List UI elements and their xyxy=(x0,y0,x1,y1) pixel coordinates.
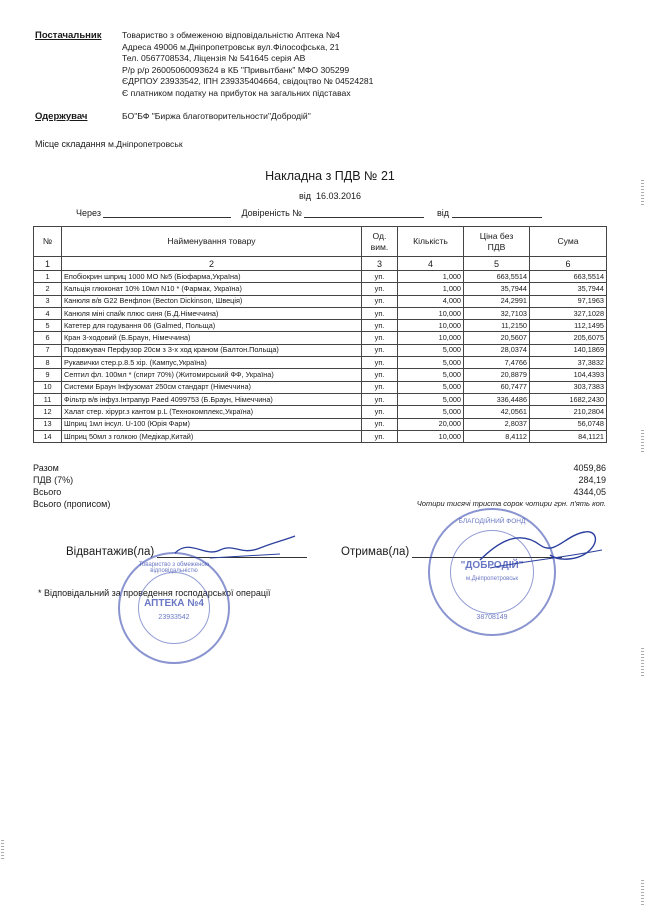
table-row xyxy=(34,381,607,393)
table-row xyxy=(34,271,607,283)
proxy-blank xyxy=(304,207,424,218)
item-price: 20,5607 xyxy=(464,332,530,344)
item-sum: 205,6075 xyxy=(530,332,607,344)
item-price: 24,2991 xyxy=(464,295,530,307)
subtotal-value: 4059,86 xyxy=(573,463,606,473)
supplier-line: Адреса 49006 м.Дніпропетровськ вул.Філософська, 21 xyxy=(122,41,340,52)
items-table xyxy=(33,226,607,443)
supplier-label: Постачальник xyxy=(35,30,102,41)
supplier-line: Товариство з обмеженою відповідальністю Аптека №4 xyxy=(122,30,340,40)
item-quantity: 5,000 xyxy=(398,369,464,381)
subtotal-label: Разом xyxy=(33,463,59,473)
item-sum: 327,1028 xyxy=(530,307,607,319)
supplier-line: Р/р р/р 26005060093624 в КБ "Привытбанк" МФО 305299 xyxy=(122,64,350,75)
item-unit: уп. xyxy=(362,332,398,344)
table-row xyxy=(34,283,607,295)
place-block xyxy=(35,139,183,149)
scan-mark xyxy=(641,430,644,452)
col-header-quantity: Кількість xyxy=(398,227,464,257)
row-number: 13 xyxy=(34,418,62,430)
recipient-stamp xyxy=(428,508,556,636)
total-row xyxy=(33,487,606,499)
scan-mark xyxy=(641,180,644,206)
supplier-line: Тел. 0567708534, Ліцензія № 541645 серія АВ xyxy=(122,53,306,64)
item-unit: уп. xyxy=(362,406,398,418)
item-quantity: 5,000 xyxy=(398,406,464,418)
row-number: 12 xyxy=(34,406,62,418)
row-number: 11 xyxy=(34,393,62,405)
item-unit: уп. xyxy=(362,344,398,356)
item-price: 42,0561 xyxy=(464,406,530,418)
row-number: 5 xyxy=(34,320,62,332)
row-number: 3 xyxy=(34,295,62,307)
stamp-org-text: БЛАГОДІЙНИЙ ФОНД xyxy=(458,518,526,525)
column-number-row xyxy=(34,257,607,271)
item-name: Фільтр в/в інфуз.Інтрапур Paed 4099753 (Б.Браун, Німеччина) xyxy=(62,393,362,405)
row-number: 4 xyxy=(34,307,62,319)
item-price: 32,7103 xyxy=(464,307,530,319)
place-label: Місце складання xyxy=(35,139,106,149)
item-quantity: 4,000 xyxy=(398,295,464,307)
item-price: 7,4766 xyxy=(464,357,530,369)
table-row xyxy=(34,344,607,356)
row-number: 1 xyxy=(34,271,62,283)
item-sum: 56,0748 xyxy=(530,418,607,430)
recipient-value: БО"БФ "Биржа благотворительности"Добродій" xyxy=(122,111,311,121)
row-number: 8 xyxy=(34,357,62,369)
item-sum: 35,7944 xyxy=(530,283,607,295)
recipient-label: Одержувач xyxy=(35,111,88,122)
table-row xyxy=(34,406,607,418)
row-number: 9 xyxy=(34,369,62,381)
table-row xyxy=(34,320,607,332)
row-number: 14 xyxy=(34,430,62,442)
item-sum: 210,2804 xyxy=(530,406,607,418)
item-quantity: 20,000 xyxy=(398,418,464,430)
item-unit: уп. xyxy=(362,418,398,430)
row-number: 6 xyxy=(34,332,62,344)
item-name: Кальція глюконат 10% 10мл N10 * (Фармак, Україна) xyxy=(62,283,362,295)
item-name: Шприц 50мл з голкою (Медікар,Китай) xyxy=(62,430,362,442)
item-sum: 104,4393 xyxy=(530,369,607,381)
column-number: 3 xyxy=(362,257,398,271)
item-sum: 84,1121 xyxy=(530,430,607,442)
shipped-label: Відвантажив(ла) xyxy=(66,546,155,558)
proxy-date-blank xyxy=(452,207,542,218)
stamp-code-text: 23933542 xyxy=(158,614,190,621)
row-number: 10 xyxy=(34,381,62,393)
total-words-label: Всього (прописом) xyxy=(33,499,111,509)
supplier-line: ЄДРПОУ 23933542, ІПН 239335404664, свідоцтво № 04524281 xyxy=(122,76,374,87)
table-row xyxy=(34,307,607,319)
date-prefix: від xyxy=(298,191,311,201)
item-name: Катетер для годування 06 (Galmed, Польща) xyxy=(62,320,362,332)
item-sum: 140,1869 xyxy=(530,344,607,356)
total-value: 4344,05 xyxy=(573,487,606,497)
col-header-price: Ціна без ПДВ xyxy=(464,227,530,257)
scan-mark xyxy=(641,880,644,906)
through-blank xyxy=(103,207,231,218)
item-price: 663,5514 xyxy=(464,271,530,283)
item-sum: 112,1495 xyxy=(530,320,607,332)
row-number: 2 xyxy=(34,283,62,295)
item-name: Септил фл. 100мл * (спирт 70%) (Житомирський ФФ, Україна) xyxy=(62,369,362,381)
item-price: 35,7944 xyxy=(464,283,530,295)
item-name: Шприц 1мл інсул. U-100 (Юрія Фарм) xyxy=(62,418,362,430)
item-name: Канюля в/в G22 Венфлон (Becton Dickinson, Швеція) xyxy=(62,295,362,307)
item-price: 2,8037 xyxy=(464,418,530,430)
item-unit: уп. xyxy=(362,357,398,369)
vat-row xyxy=(33,475,606,487)
table-row xyxy=(34,295,607,307)
item-unit: уп. xyxy=(362,283,398,295)
supplier-stamp xyxy=(118,552,230,664)
item-price: 8,4112 xyxy=(464,430,530,442)
total-label: Всього xyxy=(33,487,62,497)
item-name: Халат стер. хірург.з кантом р.L (Технокомплекс,Україна) xyxy=(62,406,362,418)
total-words-value: Чотири тисячі триста сорок чотири грн. п'ять коп. xyxy=(416,499,606,508)
item-quantity: 10,000 xyxy=(398,332,464,344)
item-quantity: 5,000 xyxy=(398,381,464,393)
column-number: 1 xyxy=(34,257,62,271)
table-header-row xyxy=(34,227,607,257)
item-quantity: 5,000 xyxy=(398,344,464,356)
place-value: м.Дніпропетровськ xyxy=(107,139,183,149)
item-name: Епобіокрин шприц 1000 МО №5 (Біофарма,Україна) xyxy=(62,271,362,283)
item-unit: уп. xyxy=(362,320,398,332)
supplier-details xyxy=(122,30,482,100)
subtotal-row xyxy=(33,463,606,475)
stamp-city-text: м.Дніпропетровськ xyxy=(465,576,519,582)
proxy-label: Довіреність № xyxy=(241,208,302,218)
item-quantity: 1,000 xyxy=(398,271,464,283)
document-title: Накладна з ПДВ № 21 xyxy=(265,169,395,183)
column-number: 4 xyxy=(398,257,464,271)
totals-block xyxy=(33,463,606,511)
supplier-line: Є платником податку на прибуток на загальних підставах xyxy=(122,87,351,98)
vat-label: ПДВ (7%) xyxy=(33,475,74,485)
total-words-row xyxy=(33,499,606,511)
stamp-name-text: АПТЕКА №4 xyxy=(144,598,204,609)
scan-mark xyxy=(641,648,644,676)
item-unit: уп. xyxy=(362,369,398,381)
item-sum: 97,1963 xyxy=(530,295,607,307)
col-header-unit: Од. вим. xyxy=(362,227,398,257)
item-price: 336,4486 xyxy=(464,393,530,405)
item-unit: уп. xyxy=(362,393,398,405)
stamp-inner-ring xyxy=(450,530,534,614)
date-value: 16.03.2016 xyxy=(316,191,362,201)
scan-mark xyxy=(1,840,4,860)
item-sum: 303,7383 xyxy=(530,381,607,393)
column-number: 5 xyxy=(464,257,530,271)
item-name: Кран 3-ходовий (Б.Браун, Німеччина) xyxy=(62,332,362,344)
table-row xyxy=(34,393,607,405)
item-unit: уп. xyxy=(362,381,398,393)
col-header-name: Найменування товару xyxy=(62,227,362,257)
table-row xyxy=(34,332,607,344)
through-row xyxy=(76,207,542,218)
table-row xyxy=(34,369,607,381)
item-name: Системи Браун Інфузомат 250см стандарт (Німеччина) xyxy=(62,381,362,393)
item-price: 11,2150 xyxy=(464,320,530,332)
item-sum: 663,5514 xyxy=(530,271,607,283)
col-header-number: № xyxy=(34,227,62,257)
received-label: Отримав(ла) xyxy=(341,546,410,558)
stamp-code-text: 38708149 xyxy=(476,614,508,621)
item-unit: уп. xyxy=(362,430,398,442)
item-price: 20,8879 xyxy=(464,369,530,381)
item-name: Подовжувач Перфузор 20см з 3-х ход краном (Балтон.Польща) xyxy=(62,344,362,356)
item-name: Канюля міні спайк плюс синя (Б.Д.Німеччина) xyxy=(62,307,362,319)
stamp-org-text: Товариство з обмеженою відповідальністю xyxy=(138,562,210,574)
table-row xyxy=(34,357,607,369)
document-date xyxy=(0,191,660,201)
item-quantity: 10,000 xyxy=(398,320,464,332)
item-quantity: 5,000 xyxy=(398,393,464,405)
item-name: Рукавички стер.р.8.5 хір. (Кампус,Україна) xyxy=(62,357,362,369)
item-sum: 37,3832 xyxy=(530,357,607,369)
item-quantity: 10,000 xyxy=(398,430,464,442)
row-number: 7 xyxy=(34,344,62,356)
proxy-date-label: від xyxy=(436,208,449,218)
column-number: 2 xyxy=(62,257,362,271)
stamp-name-text: "ДОБРОДІЙ" xyxy=(460,560,524,571)
item-unit: уп. xyxy=(362,307,398,319)
item-quantity: 5,000 xyxy=(398,357,464,369)
item-quantity: 10,000 xyxy=(398,307,464,319)
footnote: * Відповідальний за проведення господарської операції xyxy=(38,588,271,598)
item-unit: уп. xyxy=(362,271,398,283)
column-number: 6 xyxy=(530,257,607,271)
item-sum: 1682,2430 xyxy=(530,393,607,405)
item-price: 60,7477 xyxy=(464,381,530,393)
through-label: Через xyxy=(76,208,101,218)
table-row xyxy=(34,418,607,430)
item-unit: уп. xyxy=(362,295,398,307)
item-price: 28,0374 xyxy=(464,344,530,356)
col-header-sum: Сума xyxy=(530,227,607,257)
item-quantity: 1,000 xyxy=(398,283,464,295)
table-row xyxy=(34,430,607,442)
vat-value: 284,19 xyxy=(578,475,606,485)
